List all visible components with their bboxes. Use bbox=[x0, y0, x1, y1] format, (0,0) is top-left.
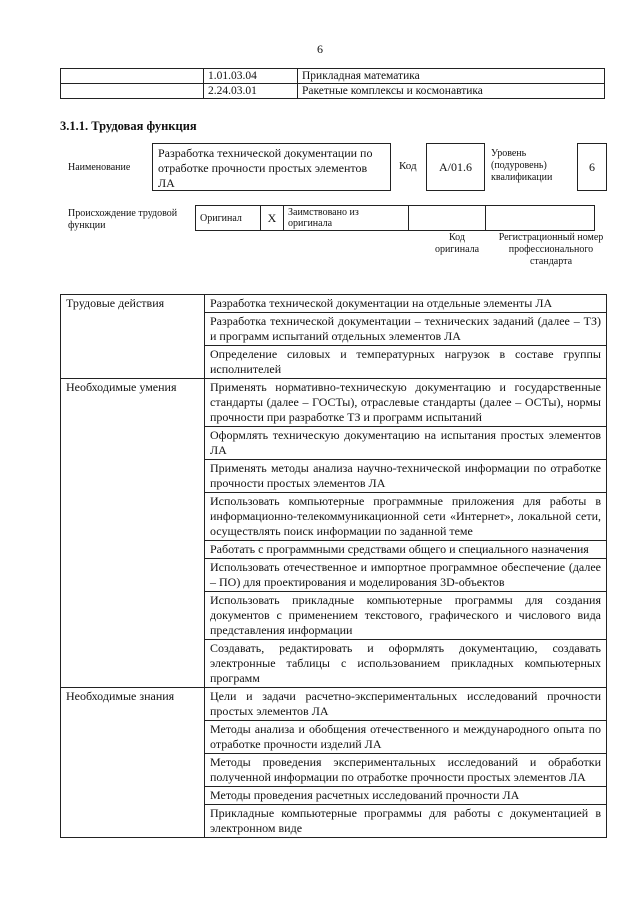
table-row bbox=[61, 69, 605, 84]
list-item: Применять нормативно-техническую документацию и государственные стандарты (далее – ГОСТы), отраслевые стандарты (далее – ОСТы), нормы прочности при разработке ТЗ и программ испытаний bbox=[205, 379, 607, 427]
competency-table bbox=[60, 294, 607, 838]
empty-cell bbox=[61, 69, 204, 84]
list-item: Использовать отечественное и импортное программное обеспечение (далее – ПО) для проектирования и моделирования 3D-объектов bbox=[205, 559, 607, 592]
list-item: Работать с программными средствами общего и специального назначения bbox=[205, 541, 607, 559]
category-cell: Трудовые действия bbox=[61, 295, 205, 379]
level-label: Уровень (подуровень) квалификации bbox=[491, 148, 553, 183]
list-item: Использовать компьютерные программные приложения для работы в информационно-телекоммуникационной сети «Интернет», локальной сети, осуществлять поиск информации по заданной теме bbox=[205, 493, 607, 541]
original-label: Оригинал bbox=[196, 206, 261, 231]
specialty-name: Ракетные комплексы и космонавтика bbox=[298, 84, 605, 99]
borrowed-label: Заимствовано из оригинала bbox=[284, 206, 409, 231]
code-label: Код bbox=[399, 160, 417, 172]
list-item: Разработка технической документации на отдельные элементы ЛА bbox=[205, 295, 607, 313]
code-caption: Код оригинала bbox=[434, 232, 480, 255]
table-row bbox=[61, 379, 607, 427]
list-item: Разработка технической документации – технических заданий (далее – ТЗ) и программ испытаний отдельных элементов ЛА bbox=[205, 313, 607, 346]
origin-table bbox=[195, 205, 595, 231]
list-item: Определение силовых и температурных нагрузок в составе группы исполнителей bbox=[205, 346, 607, 379]
list-item: Цели и задачи расчетно-экспериментальных исследований прочности простых элементов ЛА bbox=[205, 688, 607, 721]
table-row bbox=[61, 84, 605, 99]
table-row bbox=[61, 295, 607, 313]
list-item: Методы анализа и обобщения отечественного и международного опыта по отработке прочности изделий ЛА bbox=[205, 721, 607, 754]
level-box: 6 bbox=[577, 143, 607, 191]
original-code-cell bbox=[409, 206, 486, 231]
registration-caption: Регистрационный номер профессионального стандарта bbox=[498, 232, 604, 267]
category-cell: Необходимые знания bbox=[61, 688, 205, 838]
registration-number-cell bbox=[486, 206, 595, 231]
list-item: Применять методы анализа научно-технической информации по отработке прочности простых элементов ЛА bbox=[205, 460, 607, 493]
original-mark: X bbox=[261, 206, 284, 231]
specialty-name: Прикладная математика bbox=[298, 69, 605, 84]
table-row bbox=[61, 688, 607, 721]
table-row bbox=[196, 206, 595, 231]
specialty-codes-table bbox=[60, 68, 605, 99]
list-item: Методы проведения экспериментальных исследований и обработки полученной информации по отработке прочности простых элементов ЛА bbox=[205, 754, 607, 787]
specialty-code: 1.01.03.04 bbox=[204, 69, 298, 84]
list-item: Создавать, редактировать и оформлять документацию, создавать электронные таблицы с использованием прикладных компьютерных программ bbox=[205, 640, 607, 688]
list-item: Использовать прикладные компьютерные программы для создания документов с применением текстового, графического и числового вида представления информации bbox=[205, 592, 607, 640]
name-label: Наименование bbox=[68, 162, 131, 173]
function-name-box: Разработка технической документации по отработке прочности простых элементов ЛА bbox=[152, 143, 391, 191]
list-item: Оформлять техническую документацию на испытания простых элементов ЛА bbox=[205, 427, 607, 460]
empty-cell bbox=[61, 84, 204, 99]
category-cell: Необходимые умения bbox=[61, 379, 205, 688]
origin-label: Происхождение трудовой функции bbox=[68, 208, 178, 231]
function-code-box: A/01.6 bbox=[426, 143, 485, 191]
page-number: 6 bbox=[317, 42, 323, 56]
list-item: Прикладные компьютерные программы для работы с документацией в электронном виде bbox=[205, 805, 607, 838]
specialty-code: 2.24.03.01 bbox=[204, 84, 298, 99]
list-item: Методы проведения расчетных исследований прочности ЛА bbox=[205, 787, 607, 805]
section-title: 3.1.1. Трудовая функция bbox=[60, 119, 197, 133]
